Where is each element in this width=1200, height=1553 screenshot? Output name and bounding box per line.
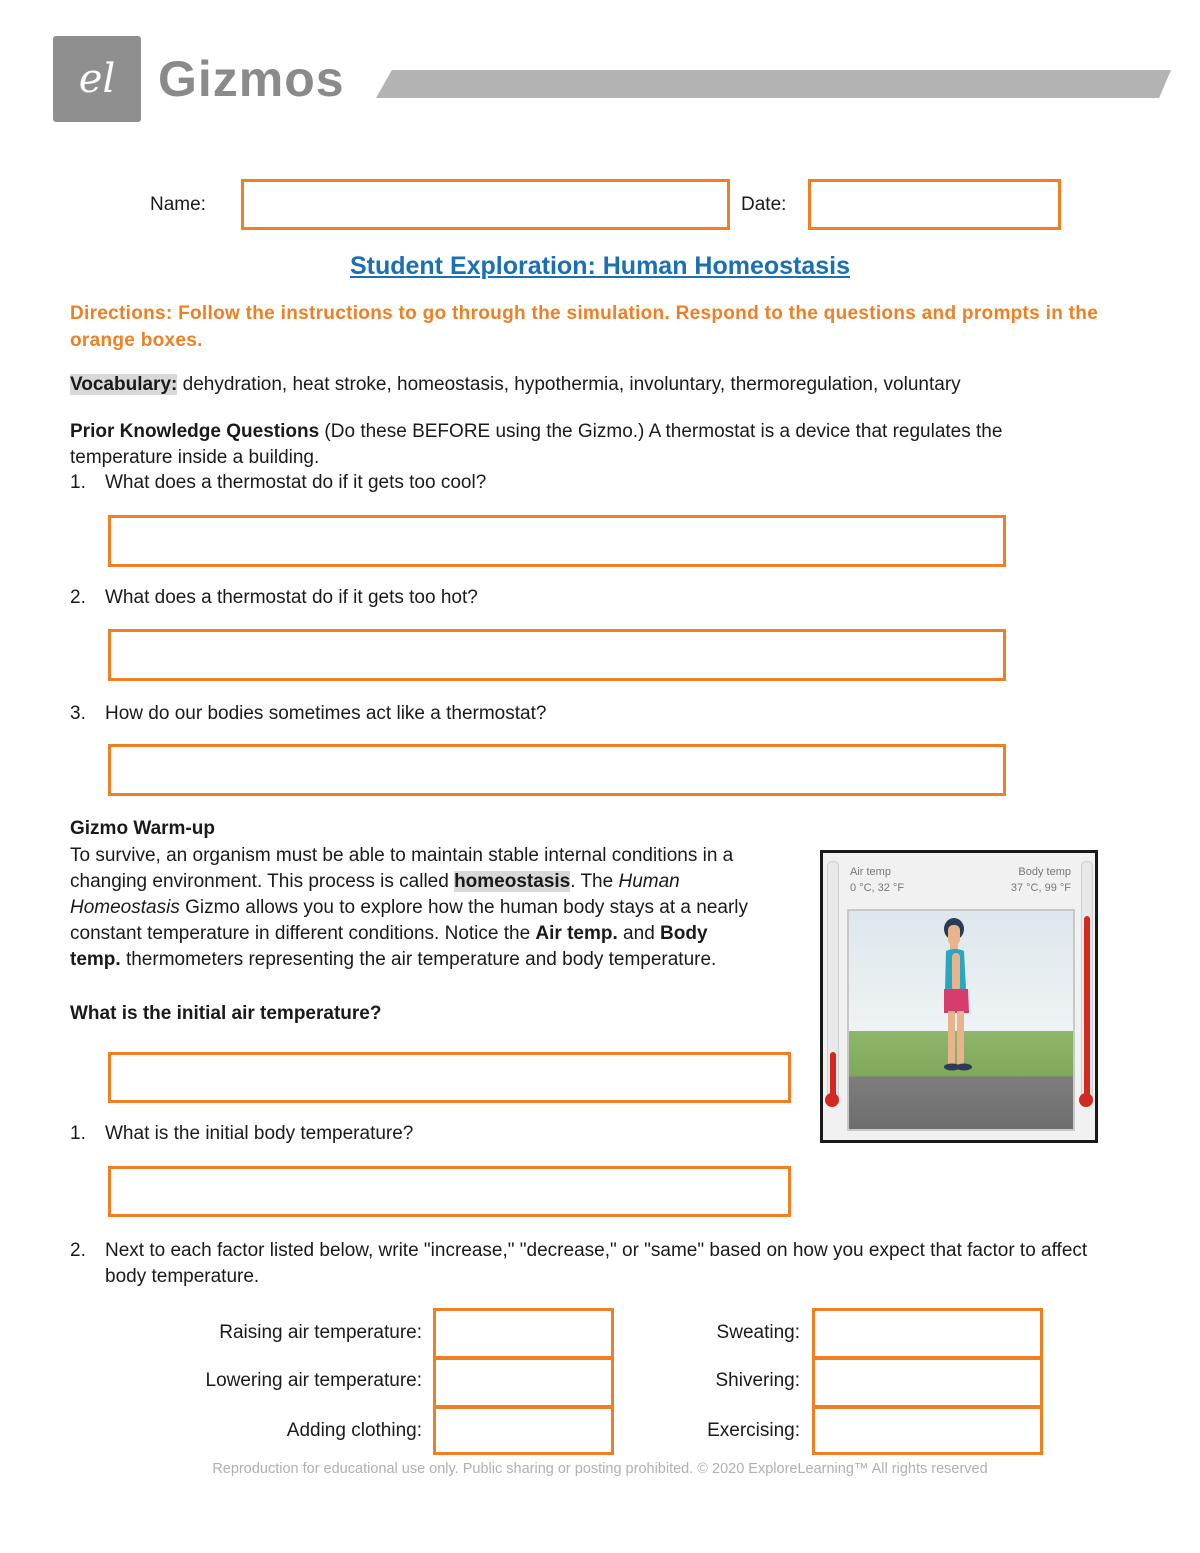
- warmup-question-1: 1. What is the initial body temperature?: [70, 1123, 414, 1144]
- air-thermometer: [827, 861, 839, 1105]
- prior-knowledge-text: (Do these BEFORE using the Gizmo.) A thermostat is a device that regulates the temperature inside a building.: [70, 421, 1003, 468]
- air-temp-value: 0 °C, 32 °F: [850, 882, 905, 894]
- body-thermometer-bulb: [1079, 1093, 1093, 1107]
- adding-clothing-answer[interactable]: [433, 1406, 614, 1455]
- vocabulary: [70, 372, 1130, 398]
- air-temp-answer[interactable]: [108, 1052, 791, 1103]
- homeostasis-term: homeostasis: [454, 871, 571, 892]
- copyright-footer: Reproduction for educational use only. Public sharing or posting prohibited. © 2020 ExploreLearning™ All rights reserved: [212, 1461, 988, 1477]
- prior-question-2: 2. What does a thermostat do if it gets too hot?: [70, 587, 478, 608]
- page-title: Student Exploration: Human Homeostasis: [349, 252, 851, 280]
- prior-answer-3[interactable]: [108, 744, 1006, 796]
- air-thermometer-bulb: [825, 1093, 839, 1107]
- factor-lowering-air-temp: Lowering air temperature:: [205, 1370, 422, 1391]
- shivering-answer[interactable]: [812, 1357, 1043, 1408]
- warmup-text: To survive, an organism must be able to maintain stable internal conditions in a changing environment. This process is called homeostasis. The Human Homeostasis Gizmo allows you to explore how the human body stays at a nearly constant temperature in different conditions. Notice the Air temp. and Body temp. thermometers representing the air temperature and body temperature.: [70, 845, 749, 970]
- logo-mark: el: [78, 56, 116, 102]
- vocabulary-label: Vocabulary:: [70, 374, 178, 395]
- name-label: Name:: [150, 194, 206, 215]
- warmup-heading: Gizmo Warm-up: [70, 818, 215, 839]
- body-thermometer: [1081, 861, 1093, 1105]
- prior-knowledge-heading: Prior Knowledge Questions: [70, 421, 320, 442]
- lowering-air-temp-answer[interactable]: [433, 1357, 614, 1408]
- sweating-answer[interactable]: [812, 1308, 1043, 1359]
- gizmo-screenshot: [820, 850, 1098, 1143]
- prior-question-3: 3. How do our bodies sometimes act like a thermostat?: [70, 703, 547, 724]
- body-temp-label: Body temp: [1018, 866, 1071, 878]
- factor-adding-clothing: Adding clothing:: [286, 1420, 422, 1441]
- warmup-question: What is the initial air temperature?: [70, 1003, 382, 1024]
- warmup-question-2: 2. Next to each factor listed below, write "increase," "decrease," or "same" based on how you expect that factor to affect body temperature.: [70, 1240, 1088, 1287]
- prior-knowledge-intro: [70, 419, 1110, 471]
- factor-sweating: Sweating:: [716, 1322, 800, 1343]
- brand-name: Gizmos: [158, 51, 345, 107]
- directions: Directions: Follow the instructions to go through the simulation. Respond to the questions and prompts in the orange boxes.: [70, 303, 1099, 351]
- factor-shivering: Shivering:: [715, 1370, 800, 1391]
- explorelearning-logo: [53, 36, 141, 122]
- raising-air-temp-answer[interactable]: [433, 1308, 614, 1359]
- person-figure: [849, 911, 1073, 1129]
- factor-exercising: Exercising:: [707, 1420, 800, 1441]
- name-field[interactable]: [241, 179, 730, 230]
- prior-question-1: 1. What does a thermostat do if it gets too cool?: [70, 472, 487, 493]
- prior-answer-2[interactable]: [108, 629, 1006, 681]
- body-temp-answer[interactable]: [108, 1166, 791, 1217]
- exercising-answer[interactable]: [812, 1406, 1043, 1455]
- prior-answer-1[interactable]: [108, 515, 1006, 567]
- factor-raising-air-temp: Raising air temperature:: [219, 1322, 422, 1343]
- body-temp-value: 37 °C, 99 °F: [1010, 882, 1071, 894]
- air-temp-label: Air temp: [850, 866, 891, 878]
- date-field[interactable]: [808, 179, 1061, 230]
- gizmo-scene: [847, 909, 1075, 1131]
- vocabulary-terms: dehydration, heat stroke, homeostasis, hypothermia, involuntary, thermoregulation, voluntary: [177, 374, 961, 395]
- header-bar: [376, 70, 1171, 98]
- date-label: Date:: [741, 194, 787, 215]
